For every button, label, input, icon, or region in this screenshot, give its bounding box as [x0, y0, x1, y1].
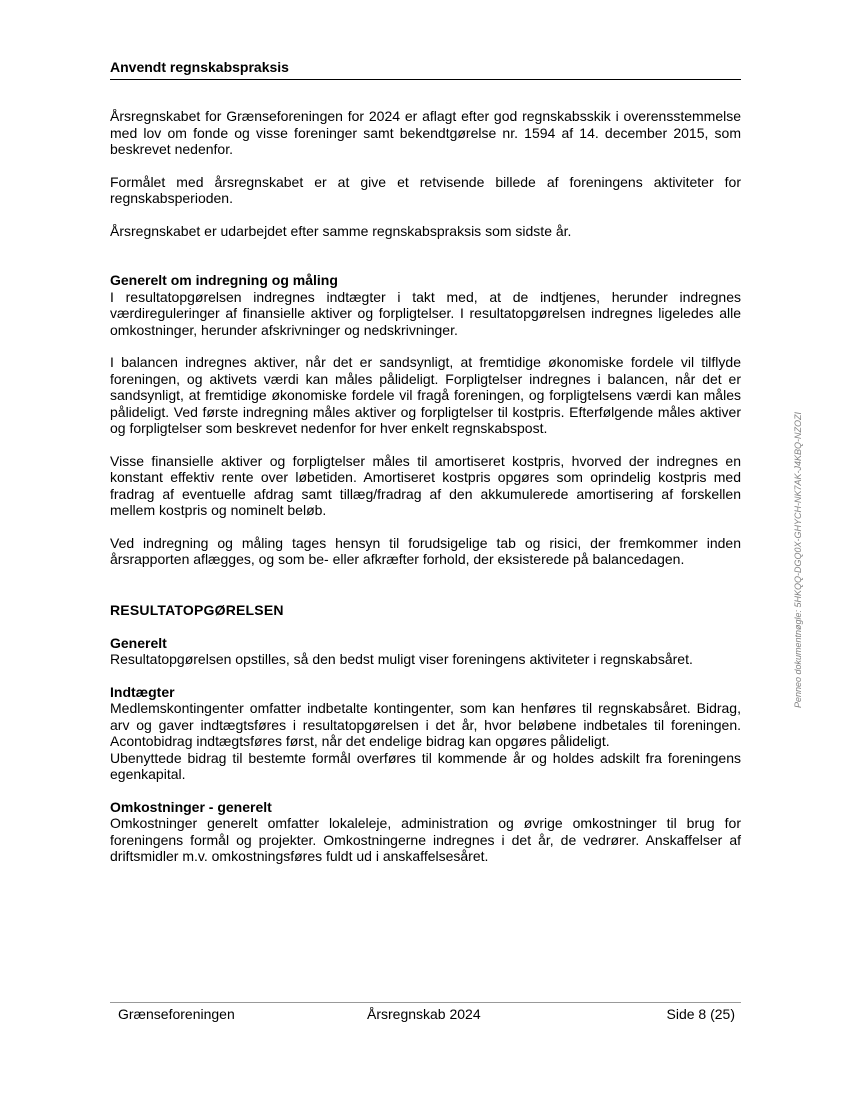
subsection-paragraph-generelt: Resultatopgørelsen opstilles, så den bedst muligt viser foreningens aktiviteter i regnskabsåret.	[110, 651, 693, 667]
footer-organization: Grænseforeningen	[118, 1006, 235, 1022]
footer-page-number: Side 8 (25)	[666, 1006, 735, 1022]
page-header	[110, 59, 741, 80]
general-paragraph-1: I resultatopgørelsen indregnes indtægter i takt med, at de indtjenes, herunder indregnes værdireguleringer af finansielle aktiver og forpligtelser. I resultatopgørelsen indregnes ligeledes alle omkostninger, herunder afskrivninger og nedskrivninger.	[110, 288, 741, 338]
general-paragraph-2: I balancen indregnes aktiver, når det er sandsynligt, at fremtidige økonomiske fordele vil tilflyde foreningen, og aktivets værdi kan måles pålideligt. Forpligtelser indregnes i balancen, når det er sandsynligt, at fremtidige økonomiske fordele vil fragå foreningen, og forpligtelsens værdi kan måles pålideligt. Ved første indregning måles aktiver og forpligtelser til kostpris. Efterfølgende måles aktiver og forpligtelser som beskrevet nedenfor for hver enkelt regnskabspost.	[110, 354, 741, 436]
signature-key-text: Penneo dokumentnøgle: 5HKQQ-DGQ0X-GHYCH-NK7AK-J4KBQ-NZOZI	[793, 411, 803, 709]
intro-paragraph-2: Formålet med årsregnskabet er at give et retvisende billede af foreningens aktiviteter for regnskabsperioden.	[110, 173, 741, 206]
page-content	[110, 108, 741, 865]
subsection-heading-indtaegter: Indtægter	[110, 683, 175, 700]
header-title: Anvendt regnskabspraksis	[110, 59, 289, 75]
intro-paragraph-1: Årsregnskabet for Grænseforeningen for 2024 er aflagt efter god regnskabsskik i overensstemmelse med lov om fonde og visse foreninger samt bekendtgørelse nr. 1594 af 14. december 2015, som beskrevet nedenfor.	[110, 108, 741, 157]
section-heading: RESULTATOPGØRELSEN	[110, 601, 284, 618]
subsection-paragraph-omkostninger: Omkostninger generelt omfatter lokaleleje, administration og øvrige omkostninger til brug for foreningens formål og projekter. Omkostningerne indregnes i det år, de vedrører. Anskaffelser af driftsmidler m.v. omkostningsføres fuldt ud i anskaffelsesåret.	[110, 815, 741, 864]
general-paragraph-3: Visse finansielle aktiver og forpligtelser måles til amortiseret kostpris, hvorved der indregnes en konstant effektiv rente over løbetiden. Amortiseret kostpris opgøres som oprindelig kostpris med fradrag af eventuelle afdrag samt tillæg/fradrag af den akkumulerede amortisering af forskellen mellem kostpris og nominelt beløb.	[110, 452, 741, 518]
page-footer	[110, 1002, 741, 1022]
general-paragraph-4: Ved indregning og måling tages hensyn til forudsigelige tab og risici, der fremkommer inden årsrapporten aflægges, og som be- eller afkræfter forhold, der eksisterede på balancedagen.	[110, 534, 741, 567]
subsection-paragraph-indtaegter-2: Ubenyttede bidrag til bestemte formål overføres til kommende år og holdes adskilt fra foreningens egenkapital.	[110, 749, 741, 782]
subsection-heading-omkostninger: Omkostninger - generelt	[110, 798, 272, 815]
footer-report-title: Årsregnskab 2024	[367, 1006, 481, 1022]
general-heading: Generelt om indregning og måling	[110, 272, 338, 288]
intro-paragraph-3: Årsregnskabet er udarbejdet efter samme regnskabspraksis som sidste år.	[110, 222, 572, 239]
subsection-heading-generelt: Generelt	[110, 634, 167, 651]
subsection-paragraph-indtaegter-1: Medlemskontingenter omfatter indbetalte kontingenter, som kan henføres til regnskabsåret. Bidrag, arv og gaver indtægtsføres i resultatopgørelsen i det år, hvor beløbene indbetales til foreningen. Acontobidrag indtægtsføres først, når det endelige bidrag kan opgøres pålideligt.	[110, 700, 741, 749]
